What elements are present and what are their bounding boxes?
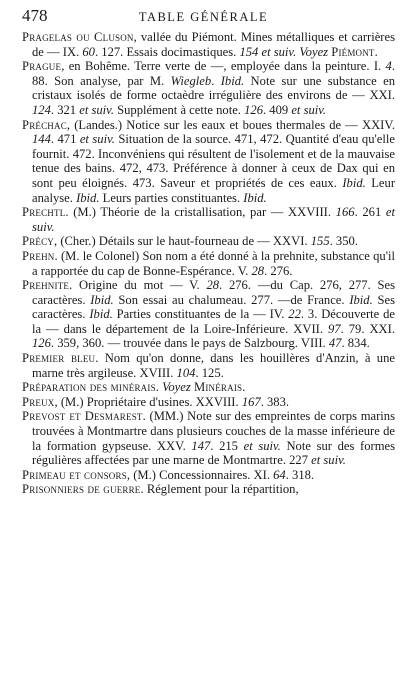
entry-text: . Origine du mot — V. (69, 278, 207, 293)
entry-text: . 276. (264, 263, 293, 278)
entry-italic-text: 147 (191, 438, 211, 453)
entry-italic-text: et suiv. (79, 132, 115, 147)
entry-text: Note sur une substance en cristaux isolés de forme octaèdre irrégulière des environs de — XXI. (32, 73, 396, 103)
entry-text: . (242, 380, 246, 395)
entry-italic-text: et suiv. (243, 438, 281, 453)
index-entry (22, 351, 395, 380)
entry-italic-text: Ibid. (342, 175, 366, 190)
entry-text: Son essai au chalumeau. 277. —de France. (113, 292, 350, 307)
entry-headword: Prisonniers de guerre (22, 482, 141, 497)
index-entry (22, 409, 395, 467)
index-entries (22, 30, 395, 497)
entry-headword: Premier bleu (22, 351, 96, 366)
entry-italic-text: Voyez (299, 44, 329, 59)
entry-text: . (155, 380, 163, 395)
entry-italic-text: et suiv. (79, 102, 114, 117)
entry-italic-text: 47 (328, 336, 342, 351)
entry-headword: Minérais (193, 380, 243, 395)
entry-italic-text: 28 (206, 278, 220, 293)
index-entry (22, 118, 395, 206)
page-number: 478 (22, 6, 48, 25)
entry-headword: Préparation des minérais (22, 380, 156, 395)
entry-text: Leurs parties constituantes. (99, 190, 244, 205)
entry-text: . 350. (329, 234, 358, 249)
entry-italic-text: 28 (251, 263, 265, 278)
entry-text: . 409 (262, 102, 292, 117)
running-head: TABLE GÉNÉRALE (138, 10, 269, 24)
entry-italic-text: Ibid. (349, 292, 373, 307)
index-entry (22, 234, 395, 249)
index-entry (22, 380, 395, 395)
entry-italic-text: 4 (385, 59, 392, 74)
entry-italic-text: et suiv. (261, 44, 297, 59)
entry-text: Ses caractères. (32, 292, 395, 322)
entry-text: . 359, 360. — trouvée dans le pays de Salzbourg. VIII. (50, 336, 329, 351)
entry-italic-text: et suiv. (291, 102, 327, 117)
index-entry (22, 249, 395, 278)
index-entry (22, 482, 395, 497)
entry-headword: Précy (22, 234, 55, 249)
entry-italic-text: 97 (327, 321, 341, 336)
entry-text: . 79. XXI. (340, 321, 395, 336)
index-entry (22, 395, 395, 410)
entry-italic-text: 60 (82, 44, 95, 59)
entry-text: . 471 (50, 132, 80, 147)
entry-italic-text: 126 (244, 102, 263, 117)
entry-text: . 383. (260, 394, 290, 409)
entry-text: , vallée du Piémont. Mines métalliques et carrières de — IX. (32, 30, 395, 59)
entry-headword: Prehnite (22, 278, 70, 293)
entry-text: . 321 (50, 102, 80, 117)
entry-italic-text: 166 (335, 205, 355, 220)
entry-text: . Réglement pour la répartition, (140, 482, 299, 497)
entry-italic-text: 104 (176, 365, 196, 380)
entry-text: . (M.) Théorie de la cristallisation, par — XXVIII. (65, 205, 336, 220)
entry-text: . 276. —du Cap. 276, 277. Ses caractères. (32, 278, 395, 307)
entry-italic-text: 124 (32, 102, 51, 117)
index-entry (22, 205, 395, 234)
entry-headword: Pragelas ou Cluson (22, 30, 134, 44)
entry-text: . 834. (341, 336, 370, 351)
entry-italic-text: 154 (239, 44, 259, 59)
entry-text: , (M.) Propriétaire d'usines. XXVIII. (54, 394, 242, 409)
entry-text: Leur analyse. (32, 175, 396, 205)
page-header (22, 6, 395, 28)
entry-text: . (374, 44, 378, 59)
entry-italic-text: Wiegleb (170, 73, 212, 88)
index-entry (22, 59, 395, 117)
entry-italic-text: Ibid. (243, 190, 267, 205)
entry-text: , (Cher.) Détails sur le haut-fourneau de — XXVI. (54, 234, 311, 249)
entry-text: . 261 (354, 205, 386, 220)
entry-text: . 215 (210, 438, 244, 453)
entry-text: . (MM.) Note sur des empreintes de corps marins trouvées à Montmartre dans plusieurs couches de la masse inférieure de la formation gypseuse. XXV. (32, 409, 396, 453)
entry-italic-text: et suiv. (311, 453, 346, 468)
entry-headword: Primeau et consors (22, 467, 127, 482)
entry-italic-text: Voyez (162, 380, 191, 395)
entry-text: . (211, 73, 221, 88)
entry-text: . Nom qu'on donne, dans les houillères d'Anzin, à une marne très argileuse. XVIII. (32, 351, 395, 380)
entry-text: . (M. le Colonel) Son nom a été donné à la prehnite, substance qu'il a rapportée du cap de Bonne-Espérance. V. (32, 248, 395, 278)
entry-text: Parties constituantes de la — IV. (112, 307, 289, 322)
entry-text: . 318. (285, 467, 315, 482)
entry-italic-text: 167 (241, 394, 261, 409)
entry-text: Supplément à cette note. (113, 102, 245, 117)
entry-headword: Préchac (22, 117, 67, 132)
entry-text: . 125. (195, 365, 224, 380)
entry-italic-text: 22 (288, 307, 301, 322)
entry-headword: Prevost et Desmarest (22, 409, 143, 424)
entry-italic-text: 155 (310, 234, 330, 249)
entry-italic-text: Ibid. (89, 307, 113, 322)
entry-text: . 3. Découverte de la — dans le département de la Loire-Inférieure. XVII. (32, 307, 395, 336)
entry-headword: Piémont (331, 44, 375, 59)
entry-headword: Prehn (22, 248, 55, 263)
entry-headword: Prague (22, 59, 62, 74)
entry-text: , (Landes.) Notice sur les eaux et boues thermales de — XXIV. (66, 117, 395, 132)
entry-text: , en Bohême. Terre verte de —, employée dans la peinture. I. (61, 59, 386, 74)
entry-italic-text: Ibid. (220, 73, 245, 88)
entry-headword: Preux (22, 394, 55, 409)
entry-headword: Prechtl (22, 205, 66, 220)
entry-italic-text: 64 (273, 467, 286, 482)
entry-italic-text: 144 (32, 132, 51, 147)
entry-text: Note sur des formes régulières affectées par une marne de Montmartre. 227 (32, 438, 395, 468)
entry-italic-text: Ibid. (90, 292, 114, 307)
index-entry (22, 468, 395, 483)
entry-italic-text: et suiv. (32, 205, 395, 234)
index-entry (22, 278, 395, 351)
entry-text: . 88. Son analyse, par M. (32, 59, 395, 88)
index-entry (22, 30, 395, 59)
entry-text: , (M.) Concessionnaires. XI. (126, 467, 274, 482)
entry-text: Situation de la source. 471, 472. Quantité d'eau qu'elle fournit. 472. Inconvéniens qui résultent de l'isolement et de la mauvaise tenue des bains. 472, 473. Préférence à donner à ceux de Dax qui en sont peu éloignés. 473. Saveur et propriétés de ces eaux. (32, 132, 395, 190)
entry-italic-text: Ibid. (76, 190, 100, 205)
entry-italic-text: 126 (32, 336, 51, 351)
entry-text: . 127. Essais docimastiques. (94, 44, 240, 59)
